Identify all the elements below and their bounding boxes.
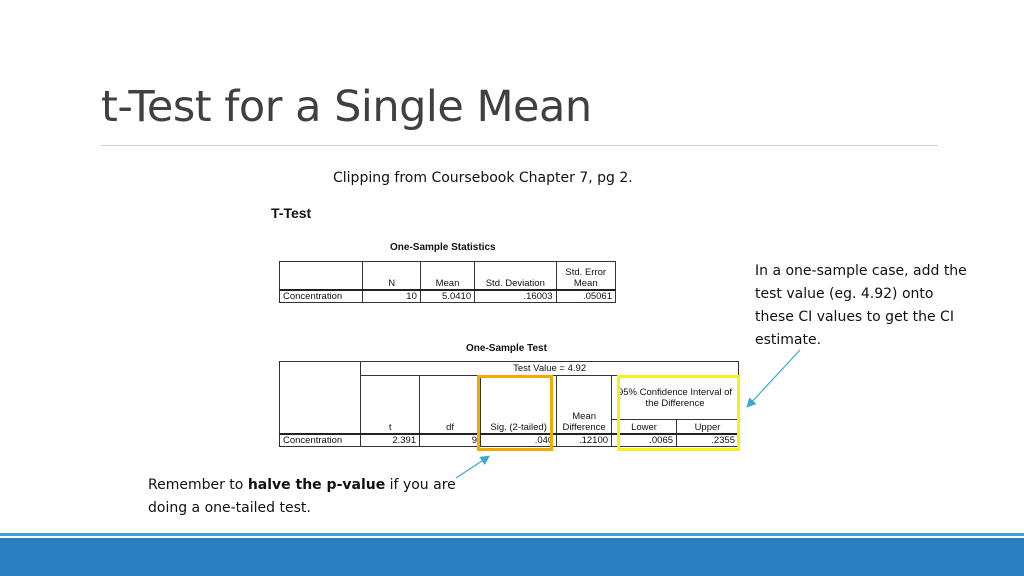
test-value-ci-upper: .2355 [677, 434, 739, 447]
footer-accent-line [0, 533, 1024, 536]
test-table-title: One-Sample Test [466, 343, 547, 354]
test-value-ci-lower: .0065 [612, 434, 677, 447]
test-header-sig-2-tailed: Sig. (2-tailed) [481, 376, 557, 434]
test-header-df: df [420, 376, 481, 434]
stats-value-std-deviation: .16003 [475, 290, 556, 303]
ttest-heading: T-Test [271, 205, 312, 221]
stats-value-n: 10 [363, 290, 420, 303]
test-header-t: t [361, 376, 420, 434]
ci-note: In a one-sample case, add the test value (eg. 4.92) onto these CI values to get the CI estimate. [755, 263, 967, 348]
test-value-df: 9 [420, 434, 481, 447]
test-header-ci: 95% Confidence Interval of the Difference [612, 376, 739, 420]
stats-header-std-error-mean: Std. Error Mean [556, 262, 616, 290]
test-value-t: 2.391 [361, 434, 420, 447]
test-value-header: Test Value = 4.92 [361, 362, 739, 376]
stats-row-label: Concentration [280, 290, 363, 303]
stats-value-std-error-mean: .05061 [556, 290, 616, 303]
slide-title: t-Test for a Single Mean [101, 82, 592, 132]
test-value-sig: .040 [481, 434, 557, 447]
p-value-note-emphasis: halve the p-value [247, 477, 386, 493]
test-header-ci-upper: Upper [677, 420, 739, 434]
clipping-caption: Clipping from Coursebook Chapter 7, pg 2. [333, 170, 633, 186]
stats-header-mean: Mean [420, 262, 474, 290]
stats-header-std-deviation: Std. Deviation [475, 262, 556, 290]
p-value-note-prefix: Remember to [148, 477, 248, 493]
arrow-to-sig [456, 457, 488, 478]
footer-bar [0, 538, 1024, 576]
test-row-label: Concentration [280, 434, 361, 447]
stats-table-title: One-Sample Statistics [390, 242, 496, 253]
p-value-note-suffix: if you are doing a one-tailed test. [148, 477, 456, 516]
stats-header-n: N [363, 262, 420, 290]
stats-value-mean: 5.0410 [420, 290, 474, 303]
test-header-ci-lower: Lower [612, 420, 677, 434]
test-value-mean-difference: .12100 [557, 434, 612, 447]
arrow-to-ci [748, 350, 800, 406]
test-header-mean-difference: Mean Difference [557, 376, 612, 434]
